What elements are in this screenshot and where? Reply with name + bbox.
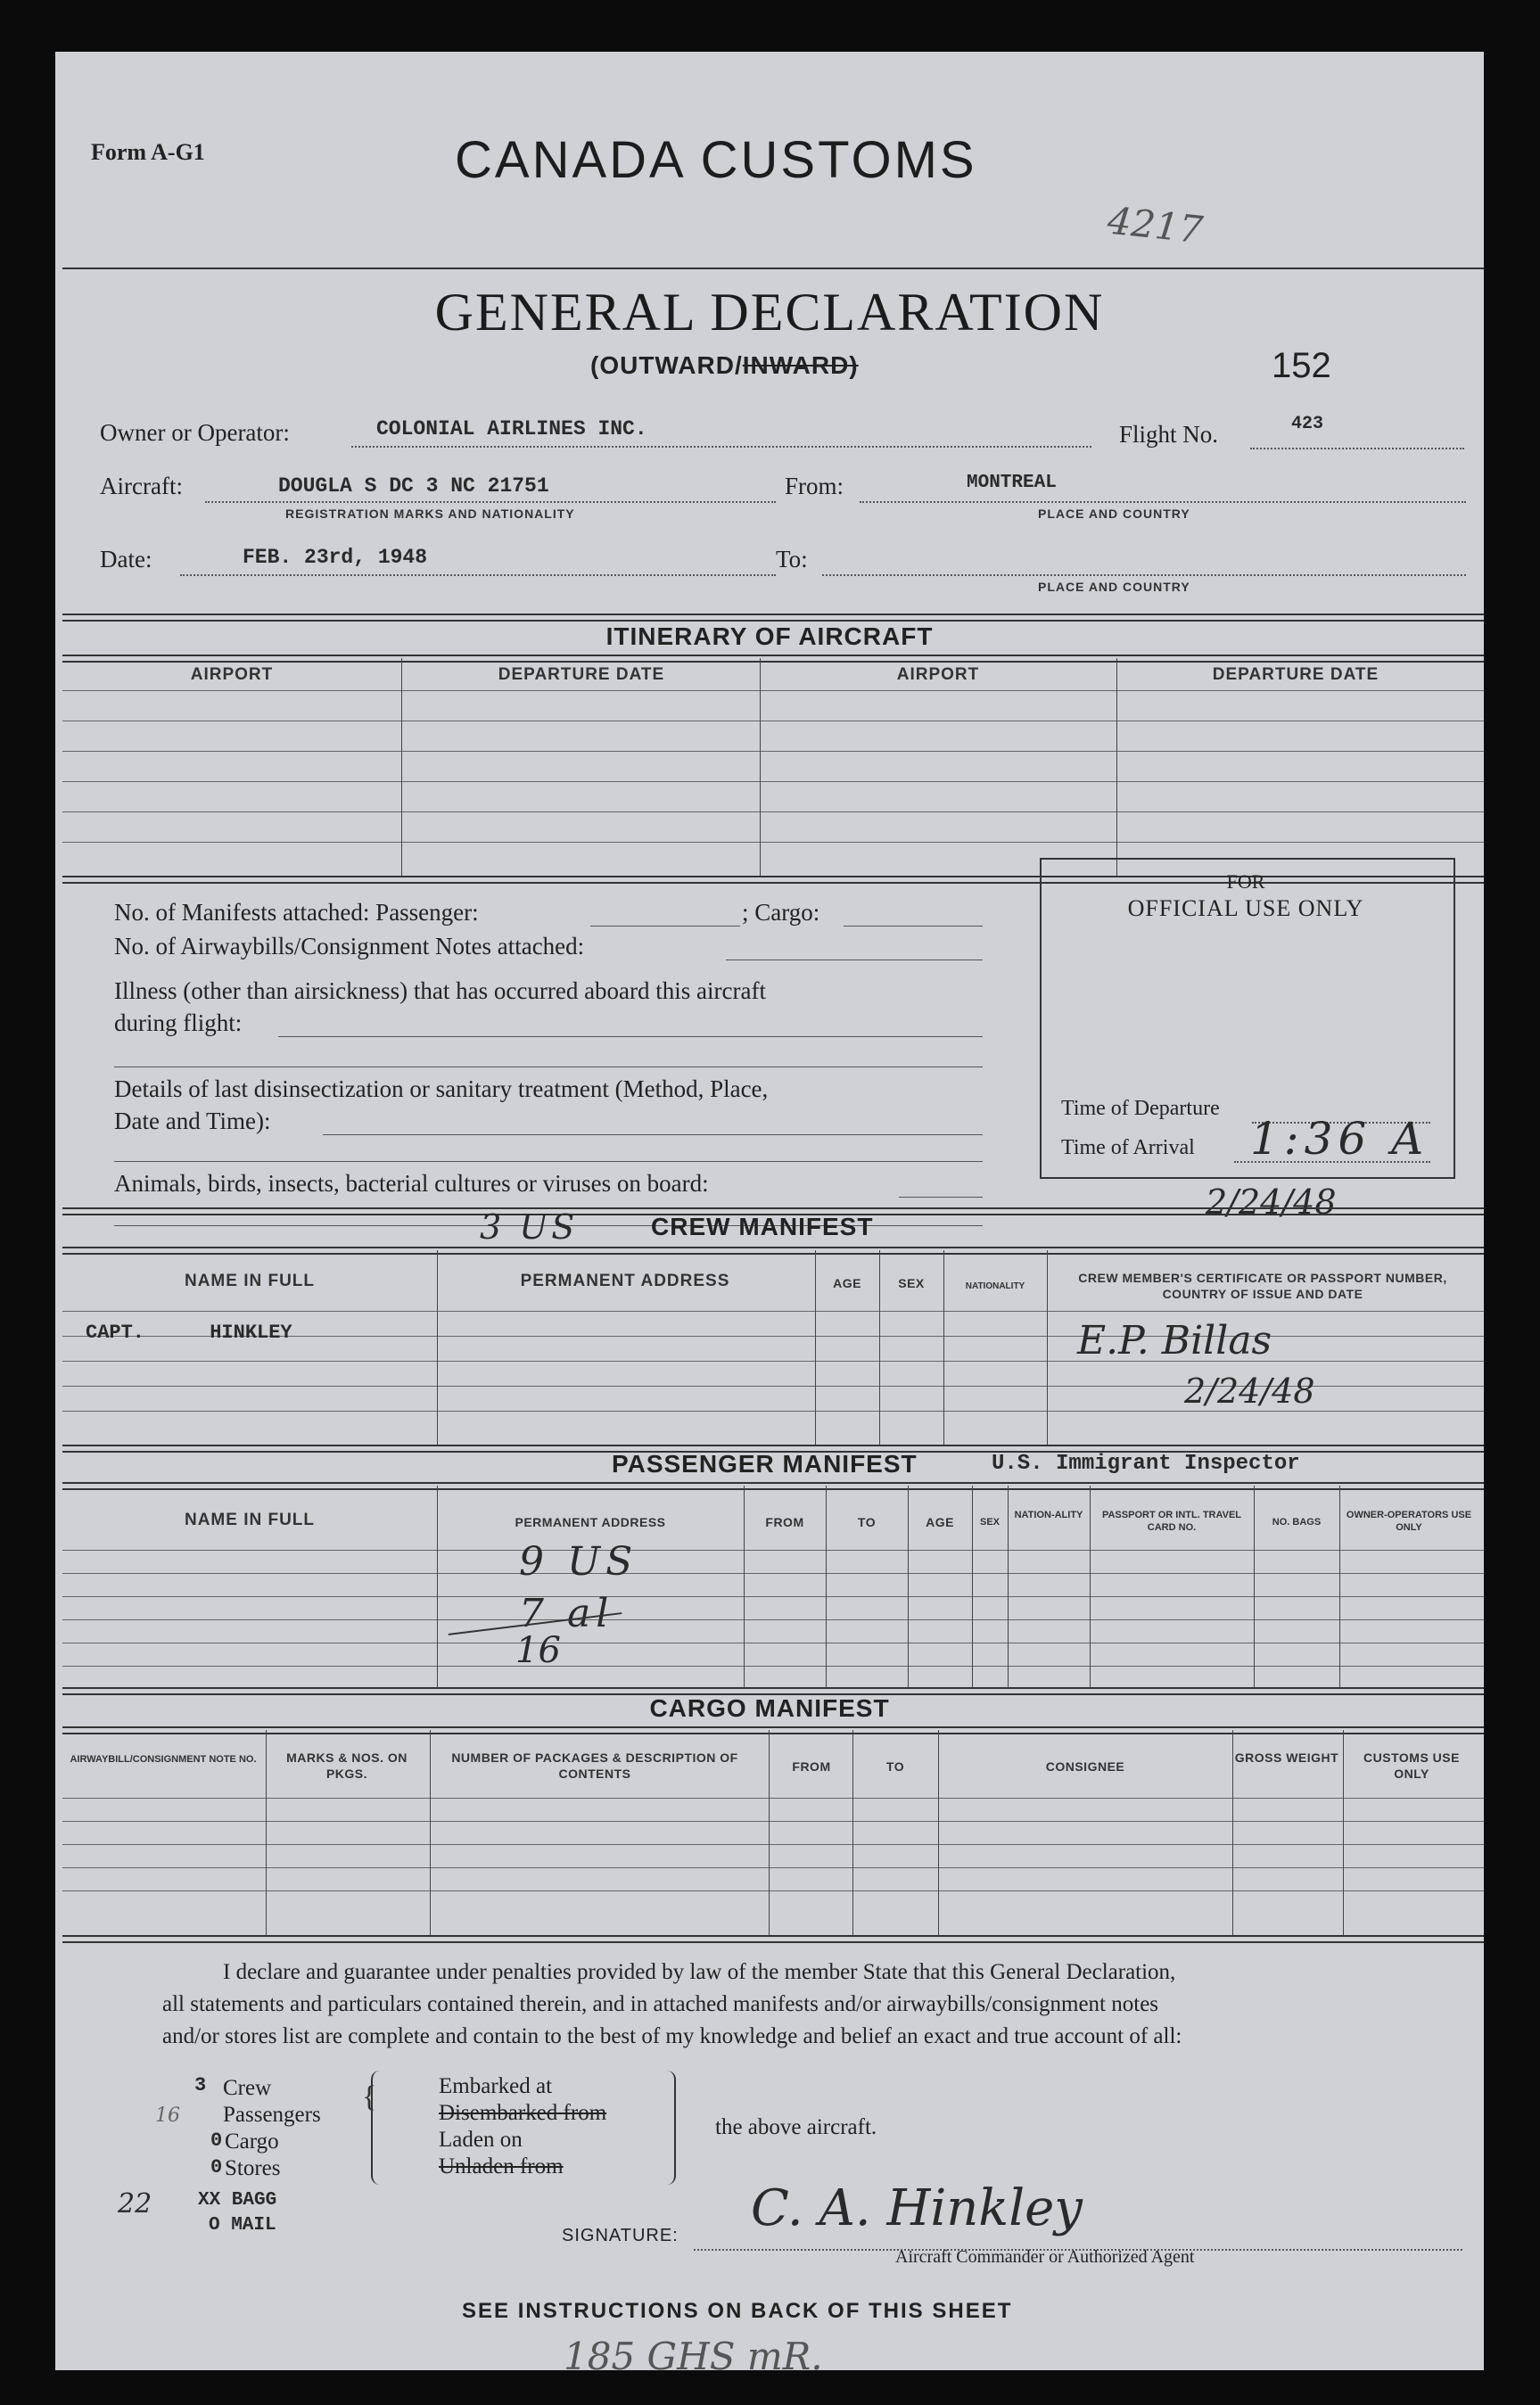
crew-divider-2 xyxy=(815,1250,816,1446)
cargo-col-gross-weight: GROSS WEIGHT xyxy=(1234,1750,1339,1765)
passenger-divider-7 xyxy=(1090,1486,1091,1687)
instructions-text: SEE INSTRUCTIONS ON BACK OF THIS SHEET xyxy=(462,2299,1013,2323)
crew-divider-4 xyxy=(943,1250,944,1446)
date-line xyxy=(180,574,776,576)
illness-label-1: Illness (other than airsickness) that has occurred aboard this aircraft xyxy=(114,977,766,1004)
crew-official-signature: E.P. Billas xyxy=(1077,1318,1272,1363)
cargo-title: CARGO MANIFEST xyxy=(649,1694,890,1722)
cargo-divider-2 xyxy=(430,1730,431,1937)
crew-sign-date: 2/24/48 xyxy=(1184,1371,1315,1411)
to-caption: PLACE AND COUNTRY xyxy=(1038,580,1190,594)
itinerary-divider-2 xyxy=(760,658,761,876)
departure-time-label: Time of Departure xyxy=(1061,1097,1220,1120)
passenger-divider-3 xyxy=(826,1486,827,1687)
crew-title: CREW MANIFEST xyxy=(651,1213,874,1240)
passenger-header-rule xyxy=(62,1482,1484,1490)
flight-line xyxy=(1250,448,1464,449)
from-caption: PLACE AND COUNTRY xyxy=(1038,507,1190,521)
aircraft-line xyxy=(205,501,776,503)
itinerary-col-departure-2: DEPARTURE DATE xyxy=(1212,665,1379,684)
date-label: Date: xyxy=(100,546,152,572)
passenger-col-nationality: NATION-ALITY xyxy=(1014,1510,1083,1520)
option-laden: Laden on xyxy=(439,2128,523,2152)
crew-col-name: NAME IN FULL xyxy=(184,1272,316,1290)
stores-count-label: Stores xyxy=(225,2156,281,2180)
certification-line-3: and/or stores list are complete and contain to the best of my knowledge and belief an exact and true account of all: xyxy=(162,2024,1182,2048)
cargo-divider-4 xyxy=(852,1730,853,1937)
crew-col-sex: SEX xyxy=(898,1276,925,1290)
crew-count: 3 xyxy=(194,2074,207,2096)
to-label: To: xyxy=(776,546,808,572)
stamp-number: 4217 xyxy=(1105,198,1206,252)
option-disembarked: Disembarked from xyxy=(439,2101,607,2125)
crew-col-address: PERMANENT ADDRESS xyxy=(520,1272,730,1290)
passenger-divider-2 xyxy=(744,1486,745,1687)
to-line xyxy=(822,574,1466,576)
subtitle-separator: / xyxy=(734,351,743,379)
passenger-col-address: PERMANENT ADDRESS xyxy=(515,1515,666,1529)
passenger-divider-9 xyxy=(1339,1486,1340,1687)
cargo-count-label: Cargo xyxy=(225,2129,279,2154)
signature-value: C. A. Hinkley xyxy=(751,2179,1083,2237)
from-value: MONTREAL xyxy=(967,473,1057,493)
owner-label: Owner or Operator: xyxy=(100,419,290,446)
itinerary-title: ITINERARY OF AIRCRAFT xyxy=(605,622,934,650)
itinerary-col-airport-1: AIRPORT xyxy=(190,665,274,684)
from-line xyxy=(860,501,1466,503)
passenger-tally-1: 9 US xyxy=(519,1539,638,1585)
cargo-manifests-label: ; Cargo: xyxy=(742,899,820,926)
date-value: FEB. 23rd, 1948 xyxy=(243,546,428,569)
flight-label: Flight No. xyxy=(1119,421,1219,448)
official-title-2: OFFICIAL USE ONLY xyxy=(1127,895,1364,921)
itinerary-top-rule xyxy=(62,614,1484,622)
passenger-col-from: FROM xyxy=(765,1515,804,1529)
crew-divider-5 xyxy=(1047,1250,1048,1446)
crew-count-label: Crew xyxy=(223,2076,272,2100)
itinerary-divider-3 xyxy=(1116,658,1117,876)
passenger-col-sex: SEX xyxy=(979,1517,1000,1528)
itinerary-header-rule xyxy=(62,655,1484,663)
sheet-number: 152 xyxy=(1272,346,1331,385)
passengers-count-label: Passengers xyxy=(223,2103,321,2127)
illness-line-1 xyxy=(278,1036,983,1037)
left-brace: { xyxy=(362,2080,377,2113)
cargo-divider-7 xyxy=(1343,1730,1344,1937)
disinsect-label-2: Date and Time): xyxy=(114,1108,271,1134)
animals-label: Animals, birds, insects, bacterial cultures or viruses on board: xyxy=(114,1170,709,1197)
crew-col-age: AGE xyxy=(833,1276,861,1290)
certification-line-2: all statements and particulars contained therein, and in attached manifests and/or airwaybills/consignment notes xyxy=(162,1992,1159,2016)
cargo-col-from: FROM xyxy=(792,1759,831,1774)
crew-col-certificate: CREW MEMBER'S CERTIFICATE OR PASSPORT NUMBER, COUNTRY OF ISSUE AND DATE xyxy=(1078,1271,1447,1301)
cargo-col-marks: MARKS & NOS. ON PKGS. xyxy=(286,1750,408,1781)
cargo-divider-6 xyxy=(1232,1730,1233,1937)
official-title-1: FOR xyxy=(1226,870,1265,893)
mail-label: O MAIL xyxy=(209,2215,276,2236)
crew-header-rule xyxy=(62,1247,1484,1255)
passenger-col-bags: NO. BAGS xyxy=(1272,1517,1322,1528)
stores-count: 0 xyxy=(210,2156,223,2179)
right-brace-line xyxy=(662,2071,676,2185)
passenger-divider-5 xyxy=(972,1486,973,1687)
cargo-count: 0 xyxy=(210,2129,223,2152)
passenger-col-owner: OWNER-OPERATORS USE ONLY xyxy=(1346,1510,1472,1533)
above-aircraft-text: the above aircraft. xyxy=(715,2115,877,2139)
passenger-col-age: AGE xyxy=(926,1515,954,1529)
passenger-tally-2: 7 al xyxy=(519,1591,614,1636)
option-embarked: Embarked at xyxy=(439,2074,553,2098)
cargo-manifests-line xyxy=(844,926,983,927)
cargo-col-airwaybill: AIRWAYBILL/CONSIGNMENT NOTE NO. xyxy=(70,1754,257,1765)
passenger-divider-6 xyxy=(1008,1486,1009,1687)
signature-label: SIGNATURE: xyxy=(562,2226,679,2245)
immigrant-inspector-stamp: U.S. Immigrant Inspector xyxy=(992,1452,1300,1476)
certification-line-1: I declare and guarantee under penalties provided by law of the member State that this General Declaration, xyxy=(223,1960,1176,1984)
crew-divider-1 xyxy=(437,1250,438,1446)
passenger-tally-3: 16 xyxy=(515,1630,561,1671)
manifests-label: No. of Manifests attached: Passenger: xyxy=(114,899,479,926)
subtitle-outward: (OUTWARD xyxy=(590,351,735,379)
itinerary-col-departure-1: DEPARTURE DATE xyxy=(498,665,665,684)
passenger-divider-8 xyxy=(1254,1486,1255,1687)
aircraft-caption: REGISTRATION MARKS AND NATIONALITY xyxy=(285,507,575,521)
cargo-col-to: TO xyxy=(885,1759,905,1774)
declaration-sheet xyxy=(55,52,1484,2378)
passenger-divider-1 xyxy=(437,1486,438,1687)
cargo-divider-5 xyxy=(938,1730,939,1937)
option-unladen: Unladen from xyxy=(439,2154,564,2179)
cargo-bottom-rule xyxy=(62,1935,1484,1943)
cargo-divider-1 xyxy=(266,1730,267,1937)
disinsect-line-2 xyxy=(114,1161,983,1162)
cargo-header-rule xyxy=(62,1726,1484,1734)
agency-title: CANADA CUSTOMS xyxy=(455,131,977,189)
cargo-col-consignee: CONSIGNEE xyxy=(1045,1759,1125,1774)
passenger-col-name: NAME IN FULL xyxy=(184,1511,316,1529)
itinerary-divider-1 xyxy=(401,658,402,876)
aircraft-label: Aircraft: xyxy=(100,473,183,499)
crew-divider-3 xyxy=(879,1250,880,1446)
passenger-title: PASSENGER MANIFEST xyxy=(612,1450,918,1478)
owner-line xyxy=(351,446,1091,448)
animals-line-1 xyxy=(899,1197,983,1198)
passenger-col-to: TO xyxy=(857,1515,877,1529)
official-date-note: 2/24/48 xyxy=(1206,1182,1337,1222)
cargo-col-packages: NUMBER OF PACKAGES & DESCRIPTION OF CONTENTS xyxy=(451,1750,738,1781)
page-title: GENERAL DECLARATION xyxy=(434,283,1105,342)
illness-label-2: during flight: xyxy=(114,1009,243,1036)
bags-count: 22 xyxy=(118,2188,152,2220)
passenger-divider-4 xyxy=(908,1486,909,1687)
arrival-time-value: 1:36 A xyxy=(1250,1113,1429,1165)
crew-note: 3 US xyxy=(480,1207,579,1247)
subtitle-inward: INWARD) xyxy=(742,351,859,379)
crew-col-nationality: NATIONALITY xyxy=(965,1281,1025,1291)
owner-value: COLONIAL AIRLINES INC. xyxy=(376,417,647,441)
bags-label: XX BAGG xyxy=(198,2190,277,2211)
from-label: From: xyxy=(785,473,844,499)
cargo-divider-3 xyxy=(769,1730,770,1937)
flight-value: 423 xyxy=(1291,414,1324,434)
subtitle xyxy=(590,351,859,380)
passengers-count: 16 xyxy=(155,2104,180,2127)
airwaybills-label: No. of Airwaybills/Consignment Notes attached: xyxy=(114,933,585,960)
cargo-grid xyxy=(62,1798,1484,1940)
disinsect-label-1: Details of last disinsectization or sanitary treatment (Method, Place, xyxy=(114,1075,769,1102)
passenger-manifests-line xyxy=(590,926,740,927)
passenger-grid xyxy=(62,1550,1484,1693)
crew-row-name: CAPT. HINKLEY xyxy=(86,1322,292,1344)
itinerary-grid xyxy=(62,690,1484,877)
signature-caption: Aircraft Commander or Authorized Agent xyxy=(895,2247,1195,2267)
arrival-time-label: Time of Arrival xyxy=(1061,1136,1195,1159)
disinsect-line-1 xyxy=(323,1134,983,1135)
cargo-col-customs: CUSTOMS USE ONLY xyxy=(1363,1750,1460,1781)
header-rule xyxy=(62,268,1484,269)
aircraft-value: DOUGLA S DC 3 NC 21751 xyxy=(278,474,549,498)
passenger-col-passport: PASSPORT OR INTL. TRAVEL CARD NO. xyxy=(1101,1510,1242,1533)
left-brace-line xyxy=(371,2071,385,2185)
footer-note: 185 GHS mR. xyxy=(564,2335,823,2378)
form-number: Form A-G1 xyxy=(91,139,205,165)
itinerary-col-airport-2: AIRPORT xyxy=(896,665,980,684)
